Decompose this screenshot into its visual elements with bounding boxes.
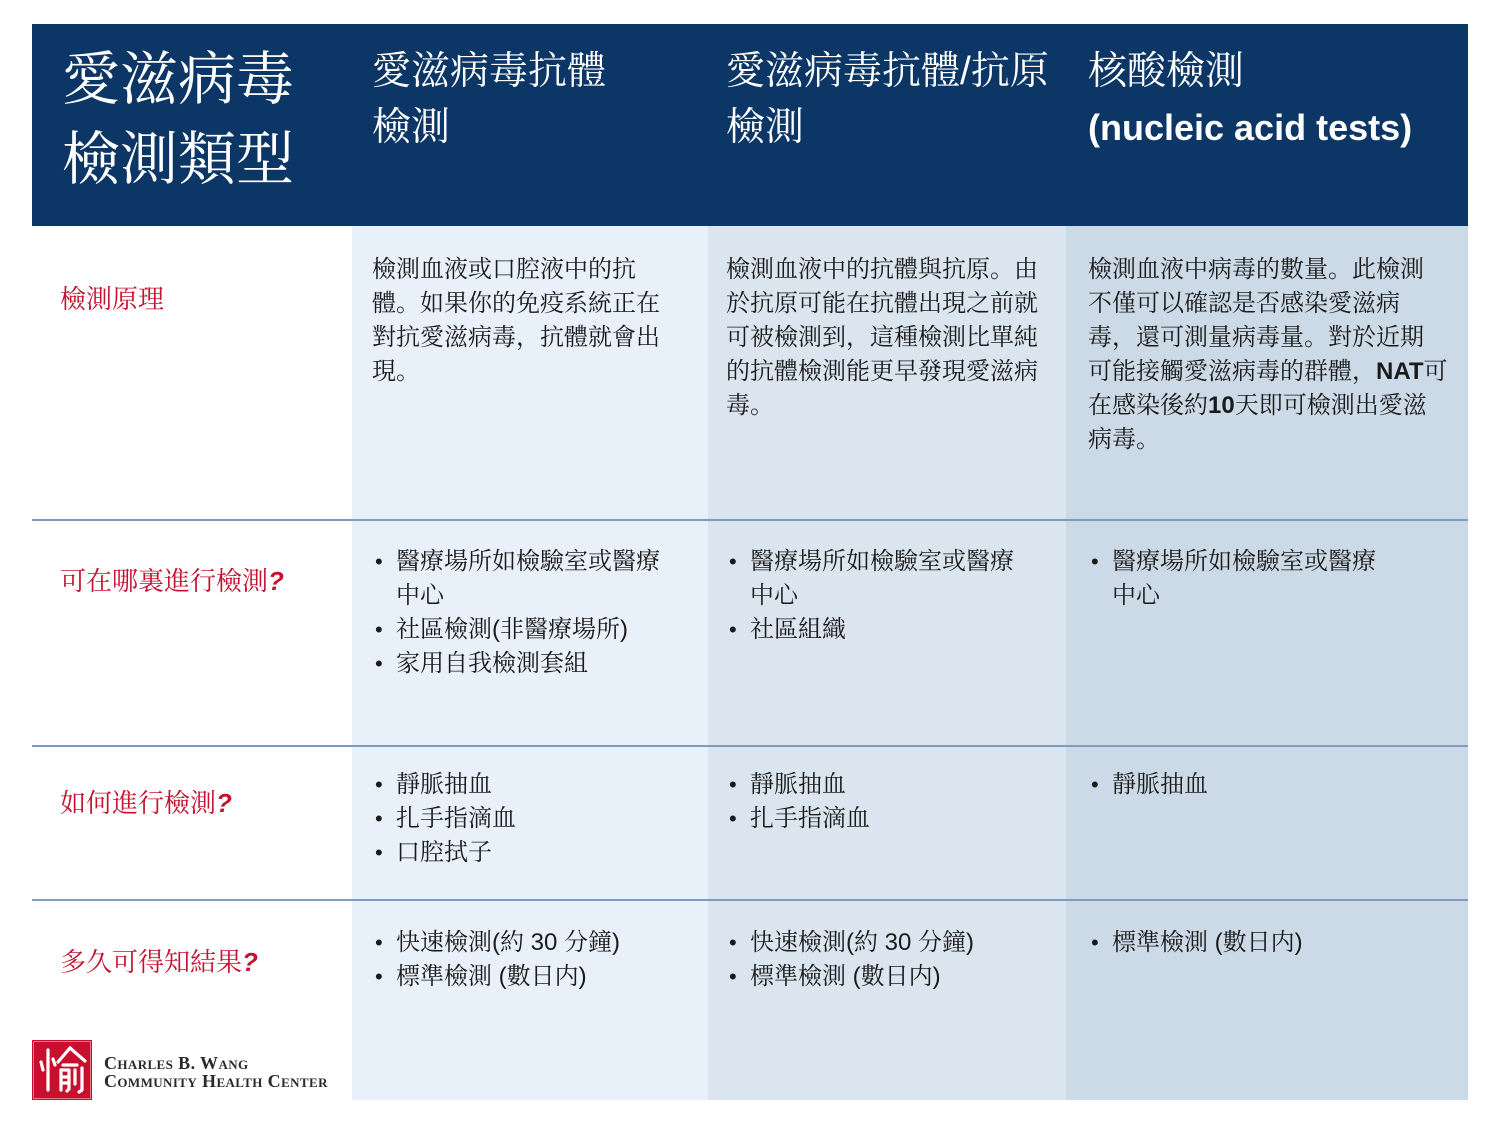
bullet-text-line: • 醫療場所如檢驗室或醫療 xyxy=(1112,548,1376,575)
bullet-text-line: • 社區檢測(非醫療場所) xyxy=(396,616,628,643)
cell-text-line xyxy=(1088,389,1448,423)
bullet-item xyxy=(726,960,974,994)
bullet-text-line: • 扎手指滴血 xyxy=(396,805,516,832)
cell-text-line xyxy=(1088,355,1448,389)
row-divider xyxy=(32,899,1468,901)
bullet-text-line: 中心 xyxy=(396,582,444,609)
bullet-text-line: • 標準檢測 (數日内) xyxy=(396,963,587,990)
row-label-text: 檢測原理 xyxy=(60,284,165,314)
bullet-item xyxy=(372,768,516,802)
cell-text-line: 可被檢測到，這種檢測比單純 xyxy=(726,324,1038,351)
row-label-text: 多久可得知結果 xyxy=(60,947,243,977)
cell-text-line: 病毒。 xyxy=(1088,426,1160,453)
bullet-text-line: • 口腔拭子 xyxy=(396,839,492,866)
cell-where-antibody-antigen xyxy=(726,545,1014,647)
text-segment: 可能接觸愛滋病毒的群體， xyxy=(1088,358,1376,385)
text-segment: 天即可檢測出愛滋 xyxy=(1234,392,1427,419)
bullet-text-line: • 標準檢測 (數日内) xyxy=(750,963,941,990)
bullet-item xyxy=(372,802,516,836)
column-header-nucleic-acid xyxy=(1088,44,1412,156)
row-label-text: 如何進行檢測 xyxy=(60,788,217,818)
column-header-antibody xyxy=(372,44,606,156)
organization-logo xyxy=(32,1040,92,1100)
bullet-text-line: • 醫療場所如檢驗室或醫療 xyxy=(750,548,1014,575)
cell-how-nucleic-acid xyxy=(1088,768,1208,802)
bullet-text-line: • 靜脈抽血 xyxy=(1112,771,1208,798)
bullet-item xyxy=(726,613,1014,647)
cell-text-line: 不僅可以確認是否感染愛滋病 xyxy=(1088,290,1400,317)
cell-text-line: 毒，還可測量病毒量。對於近期 xyxy=(1088,324,1424,351)
cell-text-line: 體。如果你的免疫系統正在 xyxy=(372,290,660,317)
cell-results-antibody xyxy=(372,926,620,994)
bullet-text-line: • 快速檢測(約 30 分鐘) xyxy=(750,929,975,956)
bullet-item xyxy=(1088,545,1376,613)
column-header-english: (nucleic acid tests) xyxy=(1088,107,1413,148)
text-segment: 在感染後約 xyxy=(1088,392,1208,419)
bullet-item xyxy=(1088,926,1303,960)
cell-text-line: 檢測血液或口腔液中的抗 xyxy=(372,256,636,283)
cell-text-line: 毒。 xyxy=(726,392,774,419)
cell-results-antibody-antigen xyxy=(726,926,974,994)
bullet-item xyxy=(372,836,516,870)
cell-text-line: 檢測血液中病毒的數量。此檢測 xyxy=(1088,256,1424,283)
row-divider xyxy=(32,519,1468,521)
cell-text-line: 於抗原可能在抗體出現之前就 xyxy=(726,290,1038,317)
column-header-line: 檢測 xyxy=(372,106,451,149)
cell-principle-nucleic-acid xyxy=(1088,253,1448,457)
cell-where-antibody xyxy=(372,545,660,681)
cell-principle-antibody xyxy=(372,253,660,389)
row-label-text: 可在哪裏進行檢測 xyxy=(60,566,269,596)
logo-mark-icon xyxy=(32,1040,92,1100)
days-number: 10 xyxy=(1208,392,1235,419)
organization-name-line: Community Health Center xyxy=(104,1071,328,1091)
bullet-text-line: • 靜脈抽血 xyxy=(396,771,492,798)
table-title-line: 愛滋病毒 xyxy=(62,47,295,112)
bullet-item xyxy=(372,960,620,994)
cell-results-nucleic-acid xyxy=(1088,926,1303,960)
bullet-text-line: • 家用自我檢測套組 xyxy=(396,650,588,677)
cell-text-line: 檢測血液中的抗體與抗原。由 xyxy=(726,256,1038,283)
nat-abbreviation: NAT xyxy=(1376,358,1424,385)
cell-how-antibody-antigen xyxy=(726,768,870,836)
table-title xyxy=(62,40,294,200)
cell-principle-antibody-antigen xyxy=(726,253,1038,423)
cell-text-line: 現。 xyxy=(372,358,420,385)
question-mark: ? xyxy=(216,788,232,818)
bullet-text-line: • 醫療場所如檢驗室或醫療 xyxy=(396,548,660,575)
row-label-where xyxy=(60,564,284,598)
table-title-line: 檢測類型 xyxy=(62,127,295,192)
bullet-text-line: 中心 xyxy=(750,582,798,609)
text-segment: 可 xyxy=(1423,358,1448,385)
cell-where-nucleic-acid xyxy=(1088,545,1376,613)
bullet-item xyxy=(372,545,660,613)
row-label-results-time xyxy=(60,945,258,979)
bullet-item xyxy=(372,926,620,960)
row-label-principle xyxy=(60,282,164,316)
bullet-text-line: • 靜脈抽血 xyxy=(750,771,846,798)
row-divider xyxy=(32,745,1468,747)
column-header-line: 愛滋病毒抗體/抗原 xyxy=(726,50,1049,93)
bullet-item xyxy=(1088,768,1208,802)
cell-text-line: 的抗體檢測能更早發現愛滋病 xyxy=(726,358,1038,385)
bullet-text-line: • 快速檢測(約 30 分鐘) xyxy=(396,929,621,956)
bullet-item xyxy=(726,802,870,836)
bullet-item xyxy=(726,926,974,960)
organization-name-line: Charles B. Wang xyxy=(104,1053,249,1073)
question-mark: ? xyxy=(242,947,258,977)
bullet-item xyxy=(726,545,1014,613)
bullet-item xyxy=(726,768,870,802)
question-mark: ? xyxy=(268,566,284,596)
bullet-item xyxy=(372,613,660,647)
organization-name xyxy=(104,1054,328,1090)
bullet-text-line: • 標準檢測 (數日内) xyxy=(1112,929,1303,956)
bullet-item xyxy=(372,647,660,681)
row-label-how xyxy=(60,786,232,820)
column-header-line: 核酸檢測 xyxy=(1088,50,1245,93)
cell-text-line: 對抗愛滋病毒，抗體就會出 xyxy=(372,324,660,351)
column-header-line: 愛滋病毒抗體 xyxy=(372,50,607,93)
bullet-text-line: • 扎手指滴血 xyxy=(750,805,870,832)
cell-how-antibody xyxy=(372,768,516,870)
bullet-text-line: 中心 xyxy=(1112,582,1160,609)
column-header-antibody-antigen xyxy=(726,44,1049,156)
bullet-text-line: • 社區組織 xyxy=(750,616,846,643)
column-header-line: 檢測 xyxy=(726,106,805,149)
